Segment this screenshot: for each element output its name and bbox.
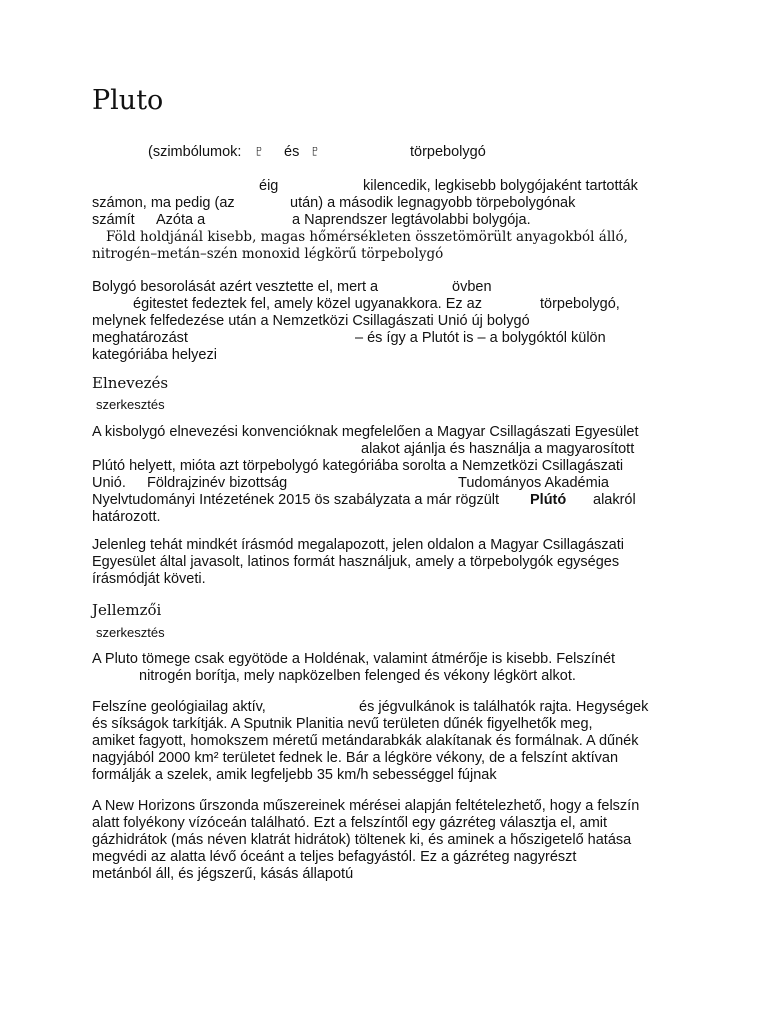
paragraph-text: megvédi az alatta lévő óceánt a teljes befagyástól. Ez a gázréteg nagyrészt xyxy=(92,849,577,865)
paragraph-text: alatt folyékony vízóceán található. Ezt a felszíntől egy gázréteg választja el, amit xyxy=(92,815,608,831)
section-heading-elnevezes: Elnevezés xyxy=(92,374,169,392)
intro-text: számon, ma pedig (az xyxy=(92,195,235,211)
intro-text: és xyxy=(284,144,300,160)
paragraph-text: alakról xyxy=(593,492,636,508)
paragraph-text: Egyesület által javasolt, latinos formát használjuk, amely a törpebolygók egységes xyxy=(92,554,620,570)
paragraph-text: nitrogén borítja, mely napközelben felenged és vékony légkört alkot. xyxy=(139,668,576,684)
paragraph-text: metánból áll, és jégszerű, kásás állapotú xyxy=(92,866,354,882)
intro-text: Föld holdjánál kisebb, magas hőmérsékleten összetömörült anyagokból álló, xyxy=(106,229,628,245)
paragraph-text: törpebolygó, xyxy=(540,296,620,312)
intro-text: nitrogén–metán–szén monoxid légkörű törpebolygó xyxy=(92,246,444,262)
intro-text: a Naprendszer legtávolabbi bolygója. xyxy=(292,212,531,228)
paragraph-text: alakot ajánlja és használja a magyarosított xyxy=(361,441,635,457)
intro-text: éig xyxy=(259,178,279,194)
paragraph-text: amiket fagyott, homokszem méretű metándarabkák alakítanak és formálnak. A dűnék xyxy=(92,733,639,749)
paragraph-text: Plútó helyett, mióta azt törpebolygó kategóriába sorolta a Nemzetközi Csillagászati xyxy=(92,458,624,474)
paragraph-text: határozott. xyxy=(92,509,161,525)
paragraph-text: Unió. xyxy=(92,475,126,491)
paragraph-text: írásmódját követi. xyxy=(92,571,206,587)
paragraph-text: övben xyxy=(452,279,492,295)
intro-text: (szimbólumok: xyxy=(148,144,242,160)
pluto-symbol-icon: ♇ xyxy=(309,143,321,160)
page-title: Pluto xyxy=(92,85,164,116)
paragraph-text: nagyjából 2000 km² területet fednek le. Bár a légköre vékony, de a felszínt aktívan xyxy=(92,750,619,766)
intro-text: számít xyxy=(92,212,135,228)
paragraph-text: gázhidrátok (más néven klatrát hidrátok) töltenek ki, és aminek a hőszigetelő hatása xyxy=(92,832,632,848)
paragraph-text: A New Horizons űrszonda műszereinek mérései alapján feltételezhető, hogy a felszín xyxy=(92,798,640,814)
paragraph-text: égitestet fedeztek fel, amely közel ugyanakkora. Ez az xyxy=(133,296,482,312)
paragraph-text: és síkságok tarkítják. A Sputnik Planitia nevű területen dűnék figyelhetők meg, xyxy=(92,716,593,732)
bold-term: Plútó xyxy=(530,492,567,508)
paragraph-text: Bolygó besorolását azért vesztette el, mert a xyxy=(92,279,379,295)
pluto-symbol-icon: ♇ xyxy=(253,143,265,160)
intro-text: kilencedik, legkisebb bolygójaként tartották xyxy=(363,178,638,194)
edit-link[interactable]: szerkesztés xyxy=(96,397,165,412)
paragraph-text: formálják a szelek, amik legfeljebb 35 km/h sebességgel fújnak xyxy=(92,767,497,783)
paragraph-text: meghatározást xyxy=(92,330,188,346)
intro-text: Azóta a xyxy=(156,212,206,228)
paragraph-text: Felszíne geológiailag aktív, xyxy=(92,699,266,715)
paragraph-text: A kisbolygó elnevezési konvencióknak megfelelően a Magyar Csillagászati Egyesület xyxy=(92,424,639,440)
paragraph-text: A Pluto tömege csak egyötöde a Holdénak, valamint átmérője is kisebb. Felszínét xyxy=(92,651,616,667)
intro-text: törpebolygó xyxy=(410,144,486,160)
edit-link[interactable]: szerkesztés xyxy=(96,625,165,640)
section-heading-jellemzoi: Jellemzői xyxy=(92,601,162,619)
paragraph-text: Jelenleg tehát mindkét írásmód megalapozott, jelen oldalon a Magyar Csillagászati xyxy=(92,537,624,553)
intro-text: után) a második legnagyobb törpebolygónak xyxy=(290,195,576,211)
paragraph-text: – és így a Plutót is – a bolygóktól külön xyxy=(355,330,606,346)
paragraph-text: Tudományos Akadémia xyxy=(458,475,609,491)
paragraph-text: melynek felfedezése után a Nemzetközi Csillagászati Unió új bolygó xyxy=(92,313,530,329)
paragraph-text: Nyelvtudományi Intézetének 2015 ös szabályzata a már rögzült xyxy=(92,492,500,508)
paragraph-text: és jégvulkánok is találhatók rajta. Hegységek xyxy=(359,699,649,715)
paragraph-text: Földrajzinév bizottság xyxy=(147,475,288,491)
paragraph-text: kategóriába helyezi xyxy=(92,347,217,363)
